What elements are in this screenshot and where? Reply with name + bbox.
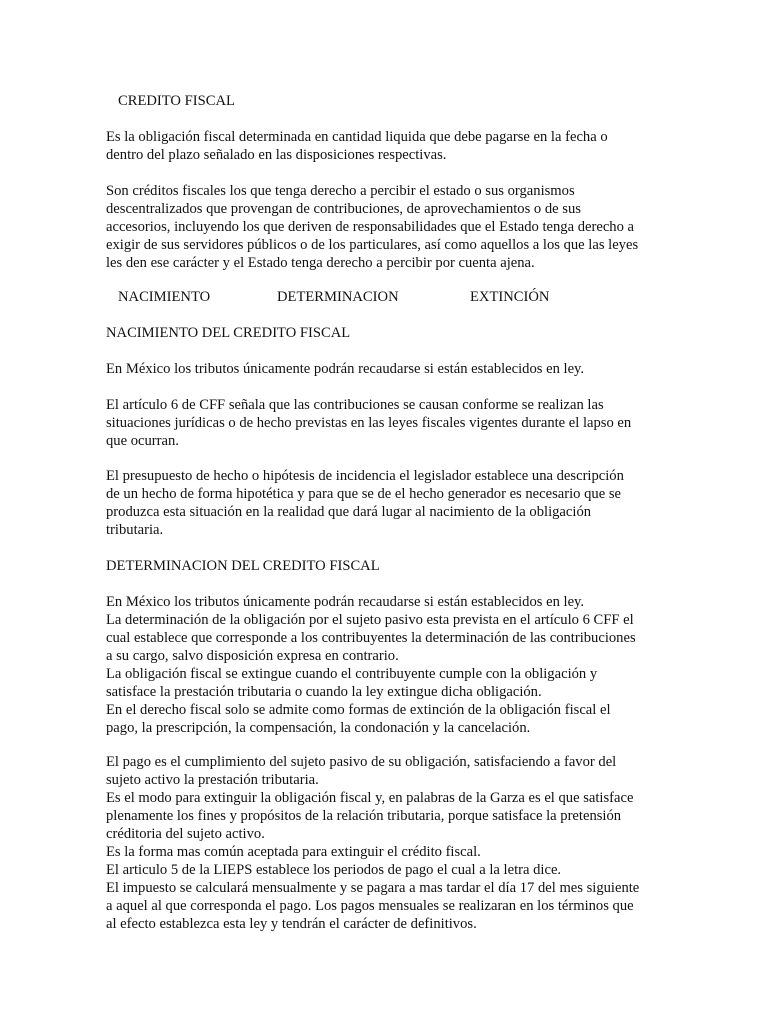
stage-determinacion: DETERMINACION: [277, 289, 399, 305]
stage-nacimiento: NACIMIENTO: [118, 289, 211, 305]
definition-paragraph: Son créditos fiscales los que tenga derecho a percibir el estado o sus organismos descentralizados que provengan de contribuciones, de aprovechamientos o de sus accesorios, incluyendo los que deriven de responsabilidades que el Estado tenga derecho a exigir de sus servidores públicos o de los particulares, así como aquellos a los que las leyes les den ese carácter y el Estado tenga derecho a percibir por cuenta ajena.: [106, 183, 639, 271]
stages-row: [0, 288, 768, 306]
section-heading-nacimiento: NACIMIENTO DEL CREDITO FISCAL: [106, 325, 351, 341]
nacimiento-paragraph-3: El presupuesto de hecho o hipótesis de incidencia el legislador establece una descripción de un hecho de forma hipotética y para que se de el hecho generador es necesario que se produzca esta situación en la realidad que dará lugar al nacimiento de la obligación tributaria.: [106, 468, 624, 538]
stage-extincion: EXTINCIÓN: [470, 289, 550, 305]
section-heading-determinacion: DETERMINACION DEL CREDITO FISCAL: [106, 558, 380, 574]
determinacion-paragraph-1: En México los tributos únicamente podrán recaudarse si están establecidos en ley. La determinación de la obligación por el sujeto pasivo esta prevista en el artículo 6 CFF el cual establece que corresponde a los contribuyentes la determinación de las contribuciones a su cargo, salvo disposición expresa en contrario. La obligación fiscal se extingue cuando el contribuyente cumple con la obligación y satisface la prestación tributaria o cuando la ley extingue dicha obligación. En el derecho fiscal solo se admite como formas de extinción de la obligación fiscal el pago, la prescripción, la compensación, la condonación y la cancelación.: [106, 594, 636, 736]
intro-paragraph: Es la obligación fiscal determinada en cantidad liquida que debe pagarse en la fecha o dentro del plazo señalado en las disposiciones respectivas.: [106, 129, 608, 163]
nacimiento-paragraph-1: En México los tributos únicamente podrán recaudarse si están establecidos en ley.: [106, 361, 585, 377]
nacimiento-paragraph-2: El artículo 6 de CFF señala que las contribuciones se causan conforme se realizan las situaciones jurídicas o de hecho previstas en las leyes fiscales vigentes durante el lapso en que ocurran.: [106, 397, 632, 449]
determinacion-paragraph-2: El pago es el cumplimiento del sujeto pasivo de su obligación, satisfaciendo a favor del sujeto activo la prestación tributaria. Es el modo para extinguir la obligación fiscal y, en palabras de la Garza es el que satisface plenamente los fines y propósitos de la relación tributaria, porque satisface la pretensión créditoria del sujeto activo. Es la forma mas común aceptada para extinguir el crédito fiscal. El articulo 5 de la LIEPS establece los periodos de pago el cual a la letra dice. El impuesto se calculará mensualmente y se pagara a mas tardar el día 17 del mes siguiente a aquel al que corresponda el pago. Los pagos mensuales se realizaran en los términos que al efecto establezca esta ley y tendrán el carácter de definitivos.: [106, 754, 640, 932]
document-title: CREDITO FISCAL: [118, 93, 235, 109]
